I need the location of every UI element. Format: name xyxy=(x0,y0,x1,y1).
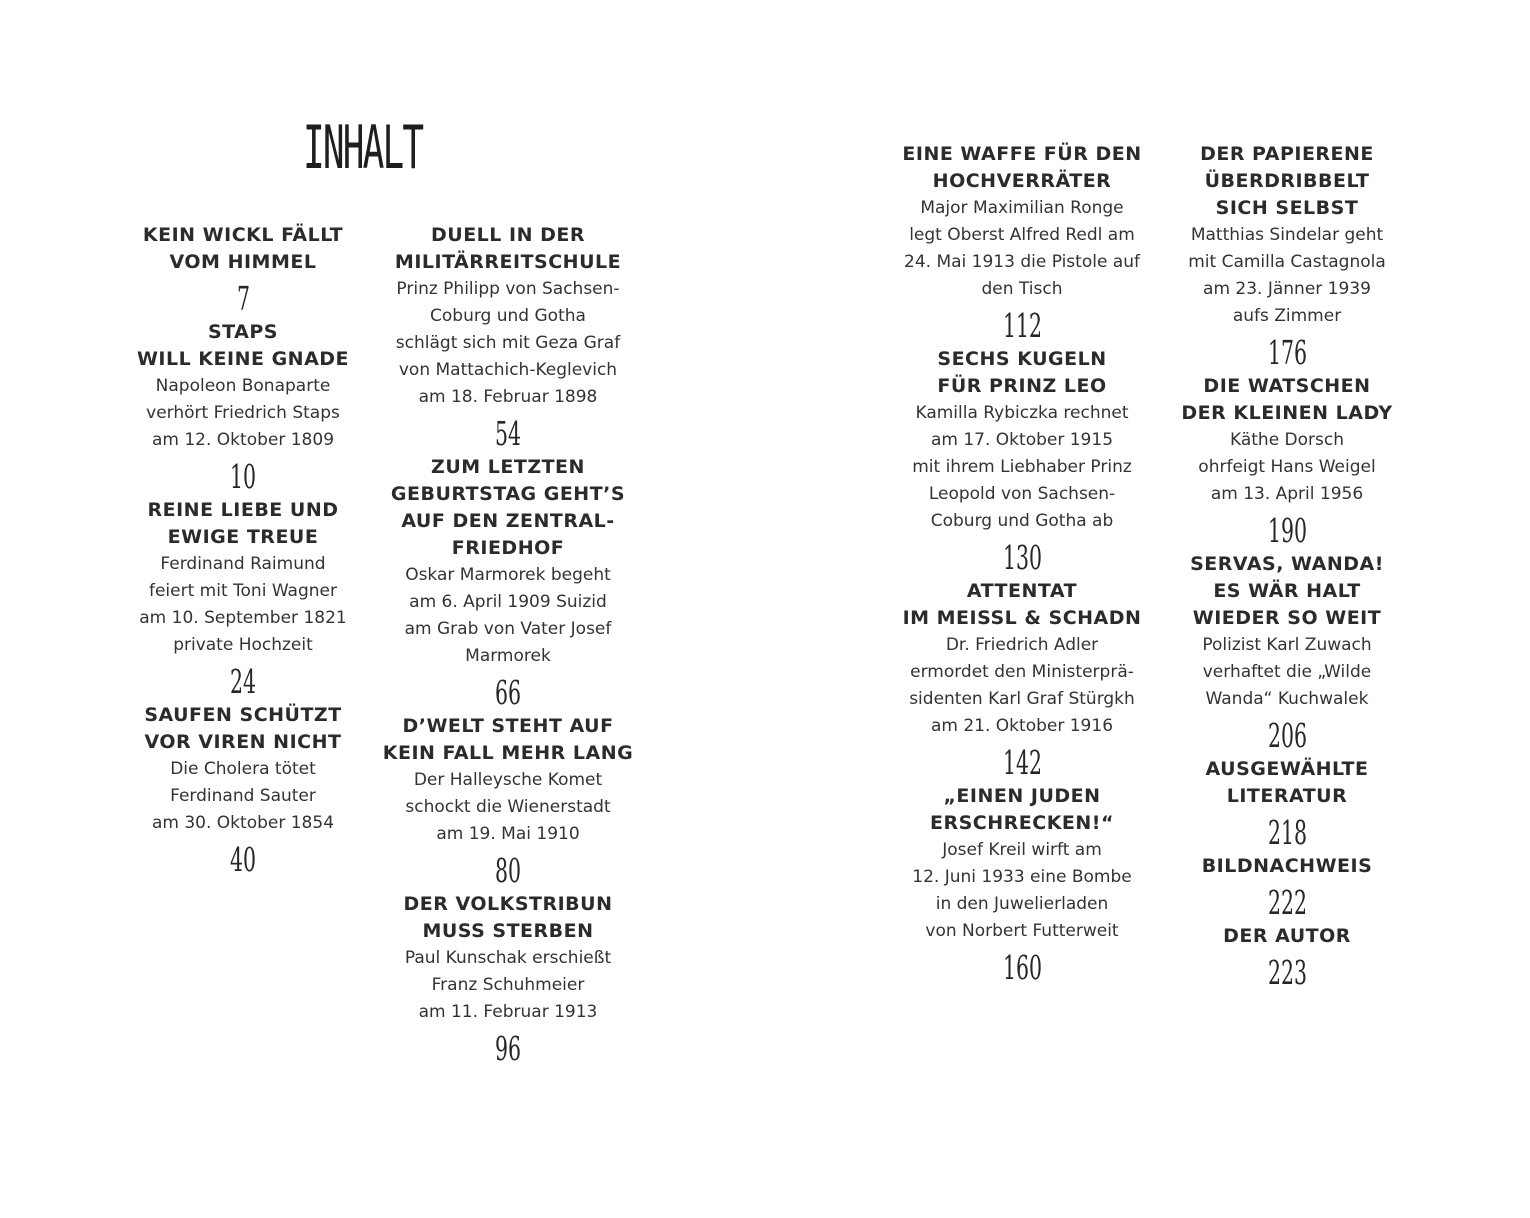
page-number: 54 xyxy=(494,414,522,453)
entry-description-line: am 6. April 1909 Suizid xyxy=(409,592,607,612)
toc-entry[interactable] xyxy=(383,222,633,454)
entry-description-line: legt Oberst Alfred Redl am xyxy=(909,225,1135,245)
entry-title-line: GEBURTSTAG GEHT’S xyxy=(390,483,626,505)
entry-description-line: Oskar Marmorek begeht xyxy=(405,565,611,585)
toc-entry[interactable] xyxy=(1162,551,1412,756)
entry-description xyxy=(1198,427,1375,508)
entry-title xyxy=(147,497,338,551)
entry-title xyxy=(1223,923,1351,950)
entry-title-line: EWIGE TREUE xyxy=(167,526,319,548)
entry-description-line: am Grab von Vater Josef xyxy=(404,619,612,639)
entry-title-line: ATTENTAT xyxy=(966,580,1078,602)
page-number: 66 xyxy=(494,673,522,712)
entry-description xyxy=(1188,222,1386,330)
entry-title-line: DIE WATSCHEN xyxy=(1203,375,1371,397)
page-number: 130 xyxy=(1002,538,1042,577)
entry-description-line: den Tisch xyxy=(981,279,1063,299)
entry-description-line: in den Juwelierladen xyxy=(935,894,1109,914)
page-number: 24 xyxy=(229,662,257,701)
entry-description-line: feiert mit Toni Wagner xyxy=(148,581,337,601)
entry-title-line: VOR VIREN NICHT xyxy=(144,731,342,753)
entry-title xyxy=(137,319,349,373)
entry-description-line: Wanda“ Kuchwalek xyxy=(1205,689,1369,709)
entry-title xyxy=(937,346,1106,400)
entry-title xyxy=(930,783,1114,837)
entry-description-line: am 11. Februar 1913 xyxy=(418,1002,598,1022)
entry-description-line: verhört Friedrich Staps xyxy=(146,403,340,423)
entry-title xyxy=(1200,141,1374,222)
toc-entry[interactable] xyxy=(118,222,368,319)
toc-entry[interactable] xyxy=(1162,373,1412,551)
entry-title-line: D’WELT STEHT AUF xyxy=(402,715,614,737)
entry-description-line: Josef Kreil wirft am xyxy=(942,840,1102,860)
toc-column-1 xyxy=(118,222,368,880)
entry-description xyxy=(1202,632,1371,713)
entry-description xyxy=(904,195,1140,303)
entry-description-line: Coburg und Gotha xyxy=(430,306,586,326)
entry-title xyxy=(902,141,1141,195)
entry-title-line: DER AUTOR xyxy=(1223,925,1351,947)
entry-description-line: Der Halleysche Komet xyxy=(413,770,603,790)
entry-description-line: am 19. Mai 1910 xyxy=(436,824,580,844)
entry-title-line: SICH SELBST xyxy=(1215,197,1359,219)
entry-description xyxy=(405,562,612,670)
entry-title-line: REINE LIEBE UND xyxy=(147,499,339,521)
entry-title-line: MUSS STERBEN xyxy=(422,920,594,942)
entry-title-line: EINE WAFFE FÜR DEN xyxy=(902,143,1142,165)
entry-title-line: FÜR PRINZ LEO xyxy=(937,375,1107,397)
entry-description-line: private Hochzeit xyxy=(173,635,313,655)
entry-title-line: FRIEDHOF xyxy=(451,537,565,559)
entry-description-line: mit ihrem Liebhaber Prinz xyxy=(912,457,1132,477)
entry-description-line: Käthe Dorsch xyxy=(1229,430,1345,450)
entry-description-line: Franz Schuhmeier xyxy=(431,975,585,995)
entry-title-line: STAPS xyxy=(208,321,278,343)
entry-description-line: ermordet den Ministerprä- xyxy=(910,662,1134,682)
entry-title-line: „EINEN JUDEN xyxy=(943,785,1101,807)
entry-title-line: WIEDER SO WEIT xyxy=(1192,607,1382,629)
entry-description xyxy=(909,632,1135,740)
page-number: 176 xyxy=(1267,333,1307,372)
toc-entry[interactable] xyxy=(1162,756,1412,853)
entry-description-line: Marmorek xyxy=(465,646,551,666)
entry-description xyxy=(152,756,334,837)
entry-title-line: HOCHVERRÄTER xyxy=(932,170,1112,192)
page-number: 222 xyxy=(1267,883,1307,922)
entry-title-line: ZUM LETZTEN xyxy=(431,456,585,478)
page-number: 40 xyxy=(229,840,257,879)
entry-title xyxy=(403,891,612,945)
entry-description xyxy=(405,767,610,848)
entry-description-line: 12. Juni 1933 eine Bombe xyxy=(912,867,1132,887)
entry-description xyxy=(146,373,340,454)
entry-title xyxy=(1206,756,1369,810)
entry-description-line: am 21. Oktober 1916 xyxy=(930,716,1114,736)
entry-title xyxy=(1202,853,1373,880)
entry-description-line: Polizist Karl Zuwach xyxy=(1202,635,1372,655)
page-number: 7 xyxy=(236,279,250,318)
entry-title xyxy=(391,454,625,562)
toc-column-3 xyxy=(897,141,1147,988)
page-number: 218 xyxy=(1267,813,1307,852)
entry-title-line: IM MEISSL & SCHADN xyxy=(902,607,1142,629)
entry-description-line: 24. Mai 1913 die Pistole auf xyxy=(904,252,1140,272)
entry-description-line: am 10. September 1821 xyxy=(139,608,347,628)
entry-title-line: DER KLEINEN LADY xyxy=(1181,402,1393,424)
entry-title xyxy=(1190,551,1384,632)
page-number: 80 xyxy=(494,851,522,890)
entry-description-line: Coburg und Gotha ab xyxy=(930,511,1114,531)
entry-description xyxy=(912,400,1132,535)
entry-description-line: Kamilla Rybiczka rechnet xyxy=(915,403,1129,423)
entry-title-line: AUSGEWÄHLTE xyxy=(1205,758,1369,780)
entry-description xyxy=(396,276,620,411)
entry-title xyxy=(383,713,633,767)
entry-title-line: ÜBERDRIBBELT xyxy=(1204,170,1370,192)
entry-title xyxy=(395,222,621,276)
entry-title-line: AUF DEN ZENTRAL- xyxy=(401,510,615,532)
toc-column-4 xyxy=(1162,141,1412,993)
entry-description-line: Dr. Friedrich Adler xyxy=(945,635,1099,655)
entry-title xyxy=(903,578,1142,632)
page-number: 190 xyxy=(1267,511,1307,550)
entry-description-line: ohrfeigt Hans Weigel xyxy=(1198,457,1376,477)
entry-title-line: KEIN FALL MEHR LANG xyxy=(382,742,634,764)
toc-entry[interactable] xyxy=(897,141,1147,346)
entry-title-line: SAUFEN SCHÜTZT xyxy=(144,704,342,726)
entry-description-line: am 17. Oktober 1915 xyxy=(930,430,1114,450)
entry-title-line: WILL KEINE GNADE xyxy=(136,348,350,370)
page-number: 206 xyxy=(1267,716,1307,755)
entry-description xyxy=(139,551,346,659)
toc-entry[interactable] xyxy=(118,702,368,880)
entry-title-line: DER PAPIERENE xyxy=(1200,143,1374,165)
toc-entry[interactable] xyxy=(897,346,1147,578)
entry-title-line: DER VOLKSTRIBUN xyxy=(403,893,613,915)
entry-description-line: am 23. Jänner 1939 xyxy=(1203,279,1371,299)
toc-entry[interactable] xyxy=(1162,853,1412,923)
entry-title xyxy=(143,222,343,276)
entry-title-line: MILITÄRREITSCHULE xyxy=(394,251,622,273)
toc-entry[interactable] xyxy=(383,454,633,713)
toc-entry[interactable] xyxy=(1162,141,1412,373)
entry-title-line: SECHS KUGELN xyxy=(937,348,1107,370)
page-number: 142 xyxy=(1002,743,1042,782)
entry-description-line: am 12. Oktober 1809 xyxy=(151,430,335,450)
entry-description-line: Ferdinand Raimund xyxy=(160,554,326,574)
page-number: 160 xyxy=(1002,948,1042,987)
entry-description-line: am 30. Oktober 1854 xyxy=(151,813,335,833)
entry-title-line: LITERATUR xyxy=(1226,785,1348,807)
entry-description-line: Prinz Philipp von Sachsen- xyxy=(396,279,620,299)
toc-entry[interactable] xyxy=(383,713,633,891)
entry-title-line: BILDNACHWEIS xyxy=(1201,855,1373,877)
entry-title xyxy=(144,702,341,756)
entry-description-line: schlägt sich mit Geza Graf xyxy=(395,333,621,353)
toc-entry[interactable] xyxy=(897,578,1147,783)
entry-description-line: verhaftet die „Wilde xyxy=(1202,662,1372,682)
entry-description-line: am 13. April 1956 xyxy=(1210,484,1364,504)
entry-description-line: aufs Zimmer xyxy=(1232,306,1342,326)
entry-description-line: sidenten Karl Graf Stürgkh xyxy=(909,689,1135,709)
entry-description-line: Matthias Sindelar geht xyxy=(1190,225,1384,245)
entry-title-line: SERVAS, WANDA! xyxy=(1190,553,1384,575)
page-title: INHALT xyxy=(303,113,423,183)
entry-description-line: Leopold von Sachsen- xyxy=(928,484,1116,504)
entry-description-line: Paul Kunschak erschießt xyxy=(404,948,612,968)
entry-description-line: Ferdinand Sauter xyxy=(170,786,316,806)
toc-entry[interactable] xyxy=(118,319,368,497)
toc-entry[interactable] xyxy=(897,783,1147,988)
entry-title-line: ES WÄR HALT xyxy=(1213,580,1361,602)
page-number: 223 xyxy=(1267,953,1307,992)
entry-description-line: Napoleon Bonaparte xyxy=(155,376,331,396)
page-number: 112 xyxy=(1002,306,1042,345)
page-number: 10 xyxy=(229,457,257,496)
page-number: 96 xyxy=(494,1029,522,1068)
entry-title-line: ERSCHRECKEN!“ xyxy=(930,812,1114,834)
toc-entry[interactable] xyxy=(383,891,633,1069)
toc-entry[interactable] xyxy=(1162,923,1412,993)
entry-title-line: DUELL IN DER xyxy=(431,224,585,246)
entry-description-line: Die Cholera tötet xyxy=(170,759,316,779)
entry-description-line: mit Camilla Castagnola xyxy=(1188,252,1386,272)
entry-title-line: VOM HIMMEL xyxy=(169,251,317,273)
entry-description xyxy=(405,945,611,1026)
entry-description-line: Major Maximilian Ronge xyxy=(920,198,1124,218)
entry-description-line: von Mattachich-Keglevich xyxy=(398,360,618,380)
toc-entry[interactable] xyxy=(118,497,368,702)
entry-title-line: KEIN WICKL FÄLLT xyxy=(142,224,344,246)
entry-description xyxy=(912,837,1132,945)
entry-description-line: schockt die Wienerstadt xyxy=(405,797,611,817)
entry-description-line: am 18. Februar 1898 xyxy=(418,387,598,407)
toc-column-2 xyxy=(383,222,633,1069)
entry-title xyxy=(1181,373,1392,427)
entry-description-line: von Norbert Futterweit xyxy=(925,921,1119,941)
